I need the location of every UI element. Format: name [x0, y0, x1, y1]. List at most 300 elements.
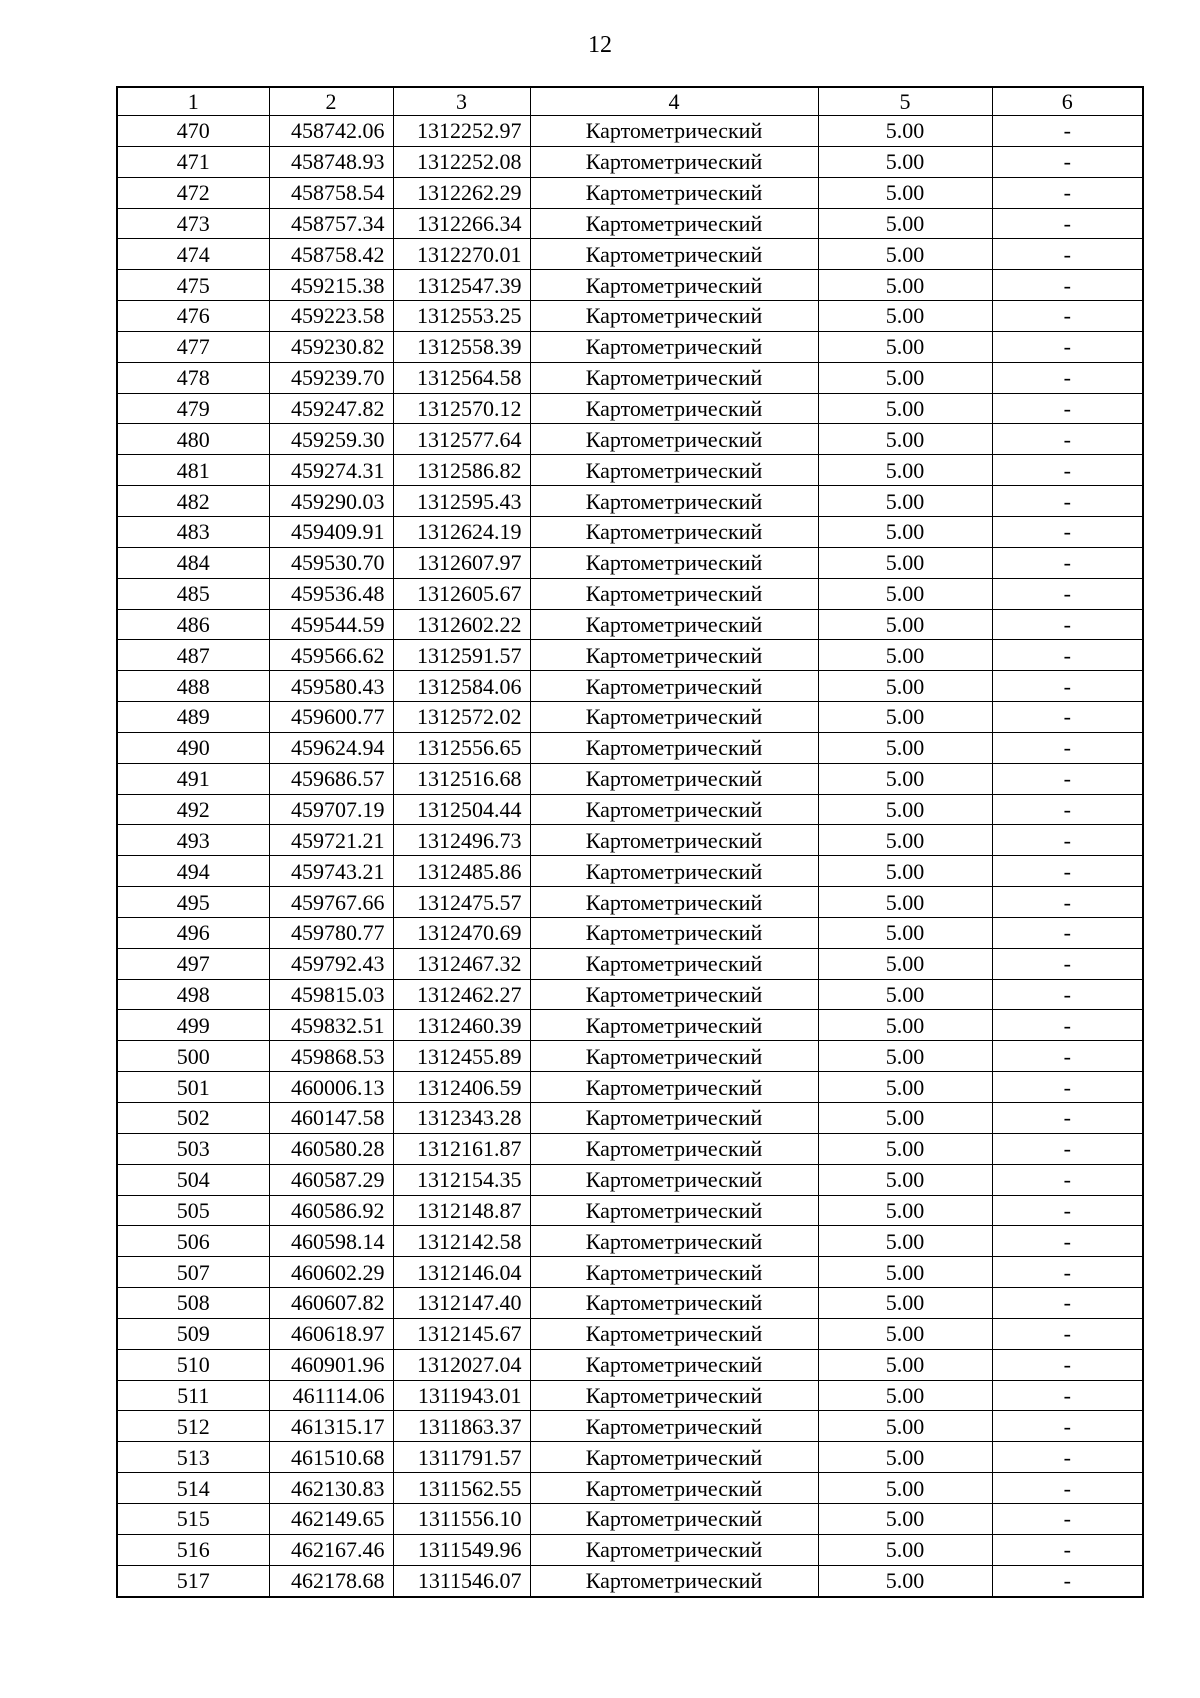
point-number-cell: 480 — [117, 424, 269, 455]
x-coordinate-cell: 459239.70 — [269, 362, 393, 393]
method-cell: Картометрический — [530, 671, 818, 702]
point-number-cell: 502 — [117, 1103, 269, 1134]
method-cell: Картометрический — [530, 948, 818, 979]
precision-cell: 5.00 — [818, 1318, 992, 1349]
x-coordinate-cell: 458757.34 — [269, 208, 393, 239]
point-number-cell: 516 — [117, 1534, 269, 1565]
header-cell-6: 6 — [992, 87, 1143, 116]
header-row — [117, 87, 1143, 116]
method-cell: Картометрический — [530, 1257, 818, 1288]
x-coordinate-cell: 460607.82 — [269, 1288, 393, 1319]
note-cell: - — [992, 1133, 1143, 1164]
x-coordinate-cell: 460602.29 — [269, 1257, 393, 1288]
y-coordinate-cell: 1312591.57 — [393, 640, 530, 671]
y-coordinate-cell: 1312270.01 — [393, 239, 530, 270]
precision-cell: 5.00 — [818, 486, 992, 517]
x-coordinate-cell: 458742.06 — [269, 116, 393, 147]
precision-cell: 5.00 — [818, 979, 992, 1010]
note-cell: - — [992, 825, 1143, 856]
y-coordinate-cell: 1312553.25 — [393, 301, 530, 332]
x-coordinate-cell: 459530.70 — [269, 547, 393, 578]
note-cell: - — [992, 1534, 1143, 1565]
y-coordinate-cell: 1312558.39 — [393, 331, 530, 362]
header-cell-1: 1 — [117, 87, 269, 116]
method-cell: Картометрический — [530, 1072, 818, 1103]
x-coordinate-cell: 458758.42 — [269, 239, 393, 270]
precision-cell: 5.00 — [818, 1041, 992, 1072]
y-coordinate-cell: 1312027.04 — [393, 1349, 530, 1380]
table-row — [117, 732, 1143, 763]
point-number-cell: 470 — [117, 116, 269, 147]
note-cell: - — [992, 1442, 1143, 1473]
table-row — [117, 887, 1143, 918]
y-coordinate-cell: 1311556.10 — [393, 1503, 530, 1534]
note-cell: - — [992, 424, 1143, 455]
table-row — [117, 1565, 1143, 1596]
precision-cell: 5.00 — [818, 887, 992, 918]
table-row — [117, 1226, 1143, 1257]
precision-cell: 5.00 — [818, 825, 992, 856]
method-cell: Картометрический — [530, 1318, 818, 1349]
x-coordinate-cell: 459544.59 — [269, 609, 393, 640]
note-cell: - — [992, 239, 1143, 270]
note-cell: - — [992, 1103, 1143, 1134]
precision-cell: 5.00 — [818, 1442, 992, 1473]
note-cell: - — [992, 1318, 1143, 1349]
table-row — [117, 609, 1143, 640]
point-number-cell: 501 — [117, 1072, 269, 1103]
x-coordinate-cell: 460901.96 — [269, 1349, 393, 1380]
y-coordinate-cell: 1312145.67 — [393, 1318, 530, 1349]
y-coordinate-cell: 1312577.64 — [393, 424, 530, 455]
x-coordinate-cell: 461114.06 — [269, 1380, 393, 1411]
point-number-cell: 486 — [117, 609, 269, 640]
note-cell: - — [992, 455, 1143, 486]
precision-cell: 5.00 — [818, 177, 992, 208]
x-coordinate-cell: 462149.65 — [269, 1503, 393, 1534]
x-coordinate-cell: 462178.68 — [269, 1565, 393, 1596]
point-number-cell: 504 — [117, 1164, 269, 1195]
header-cell-3: 3 — [393, 87, 530, 116]
precision-cell: 5.00 — [818, 1010, 992, 1041]
note-cell: - — [992, 1072, 1143, 1103]
y-coordinate-cell: 1312572.02 — [393, 702, 530, 733]
y-coordinate-cell: 1312455.89 — [393, 1041, 530, 1072]
precision-cell: 5.00 — [818, 1164, 992, 1195]
method-cell: Картометрический — [530, 1195, 818, 1226]
precision-cell: 5.00 — [818, 917, 992, 948]
point-number-cell: 476 — [117, 301, 269, 332]
method-cell: Картометрический — [530, 1133, 818, 1164]
x-coordinate-cell: 461315.17 — [269, 1411, 393, 1442]
precision-cell: 5.00 — [818, 948, 992, 979]
y-coordinate-cell: 1312584.06 — [393, 671, 530, 702]
note-cell: - — [992, 732, 1143, 763]
method-cell: Картометрический — [530, 516, 818, 547]
method-cell: Картометрический — [530, 578, 818, 609]
table-row — [117, 1380, 1143, 1411]
table-row — [117, 1442, 1143, 1473]
table-row — [117, 1133, 1143, 1164]
y-coordinate-cell: 1312146.04 — [393, 1257, 530, 1288]
note-cell: - — [992, 331, 1143, 362]
note-cell: - — [992, 609, 1143, 640]
x-coordinate-cell: 459409.91 — [269, 516, 393, 547]
point-number-cell: 483 — [117, 516, 269, 547]
y-coordinate-cell: 1311863.37 — [393, 1411, 530, 1442]
page-number: 12 — [588, 32, 612, 58]
method-cell: Картометрический — [530, 1041, 818, 1072]
note-cell: - — [992, 1041, 1143, 1072]
y-coordinate-cell: 1312462.27 — [393, 979, 530, 1010]
point-number-cell: 482 — [117, 486, 269, 517]
point-number-cell: 481 — [117, 455, 269, 486]
table-row — [117, 1473, 1143, 1504]
x-coordinate-cell: 459707.19 — [269, 794, 393, 825]
point-number-cell: 493 — [117, 825, 269, 856]
method-cell: Картометрический — [530, 825, 818, 856]
note-cell: - — [992, 640, 1143, 671]
table-row — [117, 393, 1143, 424]
precision-cell: 5.00 — [818, 424, 992, 455]
note-cell: - — [992, 979, 1143, 1010]
point-number-cell: 511 — [117, 1380, 269, 1411]
table-row — [117, 455, 1143, 486]
method-cell: Картометрический — [530, 640, 818, 671]
table-header — [117, 87, 1143, 116]
point-number-cell: 494 — [117, 856, 269, 887]
x-coordinate-cell: 459686.57 — [269, 763, 393, 794]
y-coordinate-cell: 1311562.55 — [393, 1473, 530, 1504]
note-cell: - — [992, 1195, 1143, 1226]
method-cell: Картометрический — [530, 732, 818, 763]
note-cell: - — [992, 177, 1143, 208]
point-number-cell: 503 — [117, 1133, 269, 1164]
precision-cell: 5.00 — [818, 640, 992, 671]
precision-cell: 5.00 — [818, 301, 992, 332]
note-cell: - — [992, 917, 1143, 948]
precision-cell: 5.00 — [818, 146, 992, 177]
table-row — [117, 917, 1143, 948]
point-number-cell: 489 — [117, 702, 269, 733]
method-cell: Картометрический — [530, 887, 818, 918]
method-cell: Картометрический — [530, 177, 818, 208]
point-number-cell: 492 — [117, 794, 269, 825]
x-coordinate-cell: 459536.48 — [269, 578, 393, 609]
method-cell: Картометрический — [530, 609, 818, 640]
note-cell: - — [992, 116, 1143, 147]
precision-cell: 5.00 — [818, 671, 992, 702]
precision-cell: 5.00 — [818, 702, 992, 733]
table-row — [117, 516, 1143, 547]
x-coordinate-cell: 460587.29 — [269, 1164, 393, 1195]
precision-cell: 5.00 — [818, 1473, 992, 1504]
note-cell: - — [992, 763, 1143, 794]
point-number-cell: 471 — [117, 146, 269, 177]
y-coordinate-cell: 1312586.82 — [393, 455, 530, 486]
method-cell: Картометрический — [530, 116, 818, 147]
note-cell: - — [992, 578, 1143, 609]
y-coordinate-cell: 1312624.19 — [393, 516, 530, 547]
note-cell: - — [992, 516, 1143, 547]
precision-cell: 5.00 — [818, 1349, 992, 1380]
y-coordinate-cell: 1312142.58 — [393, 1226, 530, 1257]
note-cell: - — [992, 1503, 1143, 1534]
x-coordinate-cell: 459274.31 — [269, 455, 393, 486]
precision-cell: 5.00 — [818, 794, 992, 825]
method-cell: Картометрический — [530, 270, 818, 301]
table-row — [117, 794, 1143, 825]
point-number-cell: 473 — [117, 208, 269, 239]
table-row — [117, 1010, 1143, 1041]
method-cell: Картометрический — [530, 1164, 818, 1195]
y-coordinate-cell: 1312252.08 — [393, 146, 530, 177]
note-cell: - — [992, 1164, 1143, 1195]
x-coordinate-cell: 460147.58 — [269, 1103, 393, 1134]
x-coordinate-cell: 459247.82 — [269, 393, 393, 424]
x-coordinate-cell: 459868.53 — [269, 1041, 393, 1072]
y-coordinate-cell: 1312602.22 — [393, 609, 530, 640]
x-coordinate-cell: 459215.38 — [269, 270, 393, 301]
method-cell: Картометрический — [530, 1534, 818, 1565]
header-cell-4: 4 — [530, 87, 818, 116]
table-row — [117, 177, 1143, 208]
point-number-cell: 498 — [117, 979, 269, 1010]
precision-cell: 5.00 — [818, 763, 992, 794]
x-coordinate-cell: 461510.68 — [269, 1442, 393, 1473]
x-coordinate-cell: 459815.03 — [269, 979, 393, 1010]
table-row — [117, 1195, 1143, 1226]
x-coordinate-cell: 459767.66 — [269, 887, 393, 918]
point-number-cell: 474 — [117, 239, 269, 270]
y-coordinate-cell: 1311546.07 — [393, 1565, 530, 1596]
note-cell: - — [992, 948, 1143, 979]
point-number-cell: 490 — [117, 732, 269, 763]
point-number-cell: 517 — [117, 1565, 269, 1596]
precision-cell: 5.00 — [818, 609, 992, 640]
header-cell-2: 2 — [269, 87, 393, 116]
y-coordinate-cell: 1312467.32 — [393, 948, 530, 979]
precision-cell: 5.00 — [818, 732, 992, 763]
table-row — [117, 1072, 1143, 1103]
note-cell: - — [992, 794, 1143, 825]
precision-cell: 5.00 — [818, 208, 992, 239]
point-number-cell: 515 — [117, 1503, 269, 1534]
table-row — [117, 763, 1143, 794]
coordinates-table — [116, 86, 1144, 1598]
note-cell: - — [992, 1288, 1143, 1319]
note-cell: - — [992, 1226, 1143, 1257]
point-number-cell: 510 — [117, 1349, 269, 1380]
x-coordinate-cell: 458758.54 — [269, 177, 393, 208]
note-cell: - — [992, 856, 1143, 887]
precision-cell: 5.00 — [818, 1565, 992, 1596]
table-body — [117, 116, 1143, 1597]
x-coordinate-cell: 459290.03 — [269, 486, 393, 517]
note-cell: - — [992, 1411, 1143, 1442]
point-number-cell: 472 — [117, 177, 269, 208]
table-row — [117, 486, 1143, 517]
method-cell: Картометрический — [530, 856, 818, 887]
header-cell-5: 5 — [818, 87, 992, 116]
y-coordinate-cell: 1312406.59 — [393, 1072, 530, 1103]
method-cell: Картометрический — [530, 239, 818, 270]
precision-cell: 5.00 — [818, 1195, 992, 1226]
table-row — [117, 1041, 1143, 1072]
table-row — [117, 362, 1143, 393]
method-cell: Картометрический — [530, 1380, 818, 1411]
table-row — [117, 1257, 1143, 1288]
method-cell: Картометрический — [530, 393, 818, 424]
precision-cell: 5.00 — [818, 1288, 992, 1319]
method-cell: Картометрический — [530, 1503, 818, 1534]
table-row — [117, 208, 1143, 239]
note-cell: - — [992, 362, 1143, 393]
method-cell: Картометрический — [530, 702, 818, 733]
y-coordinate-cell: 1312605.67 — [393, 578, 530, 609]
method-cell: Картометрический — [530, 1565, 818, 1596]
y-coordinate-cell: 1312148.87 — [393, 1195, 530, 1226]
table-row — [117, 1103, 1143, 1134]
note-cell: - — [992, 1257, 1143, 1288]
x-coordinate-cell: 459792.43 — [269, 948, 393, 979]
x-coordinate-cell: 459780.77 — [269, 917, 393, 948]
method-cell: Картометрический — [530, 146, 818, 177]
note-cell: - — [992, 1565, 1143, 1596]
y-coordinate-cell: 1311549.96 — [393, 1534, 530, 1565]
point-number-cell: 479 — [117, 393, 269, 424]
precision-cell: 5.00 — [818, 1133, 992, 1164]
method-cell: Картометрический — [530, 301, 818, 332]
y-coordinate-cell: 1312496.73 — [393, 825, 530, 856]
y-coordinate-cell: 1312475.57 — [393, 887, 530, 918]
note-cell: - — [992, 547, 1143, 578]
y-coordinate-cell: 1312266.34 — [393, 208, 530, 239]
precision-cell: 5.00 — [818, 547, 992, 578]
precision-cell: 5.00 — [818, 1411, 992, 1442]
note-cell: - — [992, 146, 1143, 177]
note-cell: - — [992, 1380, 1143, 1411]
method-cell: Картометрический — [530, 362, 818, 393]
precision-cell: 5.00 — [818, 1503, 992, 1534]
method-cell: Картометрический — [530, 486, 818, 517]
y-coordinate-cell: 1312460.39 — [393, 1010, 530, 1041]
point-number-cell: 484 — [117, 547, 269, 578]
table-row — [117, 702, 1143, 733]
precision-cell: 5.00 — [818, 362, 992, 393]
note-cell: - — [992, 270, 1143, 301]
y-coordinate-cell: 1312147.40 — [393, 1288, 530, 1319]
point-number-cell: 485 — [117, 578, 269, 609]
method-cell: Картометрический — [530, 1442, 818, 1473]
point-number-cell: 495 — [117, 887, 269, 918]
table-row — [117, 578, 1143, 609]
method-cell: Картометрический — [530, 331, 818, 362]
x-coordinate-cell: 462167.46 — [269, 1534, 393, 1565]
precision-cell: 5.00 — [818, 331, 992, 362]
x-coordinate-cell: 459600.77 — [269, 702, 393, 733]
y-coordinate-cell: 1312504.44 — [393, 794, 530, 825]
precision-cell: 5.00 — [818, 856, 992, 887]
y-coordinate-cell: 1312547.39 — [393, 270, 530, 301]
x-coordinate-cell: 460598.14 — [269, 1226, 393, 1257]
x-coordinate-cell: 459624.94 — [269, 732, 393, 763]
method-cell: Картометрический — [530, 1010, 818, 1041]
precision-cell: 5.00 — [818, 116, 992, 147]
precision-cell: 5.00 — [818, 1257, 992, 1288]
table-row — [117, 1411, 1143, 1442]
precision-cell: 5.00 — [818, 455, 992, 486]
x-coordinate-cell: 460580.28 — [269, 1133, 393, 1164]
point-number-cell: 499 — [117, 1010, 269, 1041]
x-coordinate-cell: 462130.83 — [269, 1473, 393, 1504]
table-row — [117, 270, 1143, 301]
table-row — [117, 979, 1143, 1010]
method-cell: Картометрический — [530, 1103, 818, 1134]
note-cell: - — [992, 1473, 1143, 1504]
point-number-cell: 475 — [117, 270, 269, 301]
y-coordinate-cell: 1312516.68 — [393, 763, 530, 794]
y-coordinate-cell: 1312161.87 — [393, 1133, 530, 1164]
point-number-cell: 488 — [117, 671, 269, 702]
method-cell: Картометрический — [530, 1349, 818, 1380]
point-number-cell: 514 — [117, 1473, 269, 1504]
precision-cell: 5.00 — [818, 1103, 992, 1134]
precision-cell: 5.00 — [818, 1072, 992, 1103]
method-cell: Картометрический — [530, 917, 818, 948]
method-cell: Картометрический — [530, 763, 818, 794]
precision-cell: 5.00 — [818, 1380, 992, 1411]
precision-cell: 5.00 — [818, 1534, 992, 1565]
y-coordinate-cell: 1312564.58 — [393, 362, 530, 393]
x-coordinate-cell: 460006.13 — [269, 1072, 393, 1103]
y-coordinate-cell: 1311791.57 — [393, 1442, 530, 1473]
y-coordinate-cell: 1312262.29 — [393, 177, 530, 208]
x-coordinate-cell: 459230.82 — [269, 331, 393, 362]
method-cell: Картометрический — [530, 208, 818, 239]
note-cell: - — [992, 671, 1143, 702]
table-row — [117, 547, 1143, 578]
table-row — [117, 856, 1143, 887]
precision-cell: 5.00 — [818, 578, 992, 609]
table-row — [117, 640, 1143, 671]
table-row — [117, 1503, 1143, 1534]
table-row — [117, 146, 1143, 177]
point-number-cell: 506 — [117, 1226, 269, 1257]
point-number-cell: 478 — [117, 362, 269, 393]
y-coordinate-cell: 1312343.28 — [393, 1103, 530, 1134]
table-row — [117, 424, 1143, 455]
y-coordinate-cell: 1312595.43 — [393, 486, 530, 517]
point-number-cell: 491 — [117, 763, 269, 794]
x-coordinate-cell: 460618.97 — [269, 1318, 393, 1349]
note-cell: - — [992, 486, 1143, 517]
note-cell: - — [992, 1010, 1143, 1041]
precision-cell: 5.00 — [818, 239, 992, 270]
precision-cell: 5.00 — [818, 393, 992, 424]
point-number-cell: 508 — [117, 1288, 269, 1319]
note-cell: - — [992, 887, 1143, 918]
x-coordinate-cell: 459721.21 — [269, 825, 393, 856]
precision-cell: 5.00 — [818, 516, 992, 547]
x-coordinate-cell: 459259.30 — [269, 424, 393, 455]
method-cell: Картометрический — [530, 1226, 818, 1257]
note-cell: - — [992, 208, 1143, 239]
y-coordinate-cell: 1312570.12 — [393, 393, 530, 424]
x-coordinate-cell: 459580.43 — [269, 671, 393, 702]
method-cell: Картометрический — [530, 979, 818, 1010]
point-number-cell: 513 — [117, 1442, 269, 1473]
